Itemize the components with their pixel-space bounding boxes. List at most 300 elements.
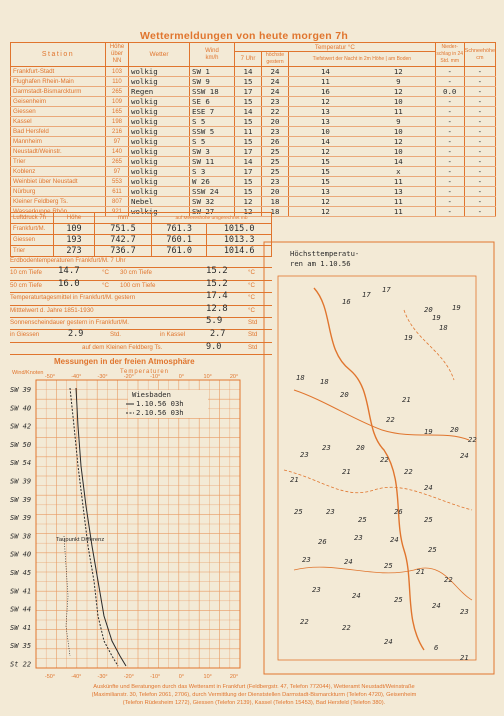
map-river-2 <box>294 390 469 440</box>
map-temp-value: 23 <box>326 507 335 516</box>
station-t2m: 13 <box>320 187 330 196</box>
weather-table <box>10 42 496 217</box>
station-wind: SE 6 <box>190 97 235 107</box>
station-nieder: - <box>435 97 464 107</box>
luftdruck-mb: 1015.0 <box>207 224 272 235</box>
station-row <box>11 97 496 107</box>
axis-tick: -30° <box>97 674 108 680</box>
station-wind: SW 1 <box>190 67 235 77</box>
chart-title: Messungen in der freien Atmosphäre <box>54 357 195 366</box>
station-tmax: 18 <box>262 197 289 207</box>
station-name: Nürburg <box>11 187 106 197</box>
station-wind: SW 3 <box>190 147 235 157</box>
wind-level-label: SW 39 <box>10 514 32 523</box>
station-wind: W 26 <box>190 177 235 187</box>
wind-level-label: SW 54 <box>10 459 32 468</box>
map-temp-value: 24 <box>390 535 399 544</box>
wind-level-label: SW 35 <box>10 642 32 651</box>
giessen-value: 2.9 <box>68 329 84 340</box>
station-t2m: 12 <box>320 197 330 206</box>
erdboden-50cm-label: 50 cm Tiefe <box>10 281 42 289</box>
luftdruck-hoehe-head: Höhe <box>54 213 95 224</box>
station-schnee: - <box>464 97 495 107</box>
station-name: Weinbiet über Neustadt <box>11 177 106 187</box>
station-weather: wolkig <box>129 127 190 137</box>
wind-level-label: SW 45 <box>10 569 32 577</box>
map-temp-value: 21 <box>416 567 425 576</box>
station-name: Koblenz <box>11 167 106 177</box>
map-temp-value: 24 <box>460 451 469 460</box>
station-wind: SSW 24 <box>190 187 235 197</box>
wind-level-label: SW 50 <box>10 440 32 449</box>
map-temp-value: 23 <box>460 607 469 616</box>
station-height: 103 <box>106 67 129 77</box>
map-temp-value: 23 <box>302 555 311 564</box>
station-t7: 15 <box>235 187 262 197</box>
giessen-label: in Giessen <box>10 331 40 339</box>
station-tboden <box>289 207 436 217</box>
map-temp-value: 20 <box>340 390 349 399</box>
col-wind: Wind km/h <box>190 43 235 67</box>
station-wind: SW 11 <box>190 157 235 167</box>
station-tboden <box>289 187 436 197</box>
luftdruck-mm-reduced: 761.0 <box>152 246 207 257</box>
col-t7: 7 Uhr <box>235 52 262 67</box>
station-row <box>11 177 496 187</box>
map-temp-value: 24 <box>344 557 353 566</box>
stat-unit: Std <box>248 318 258 326</box>
erdboden-section <box>10 256 272 355</box>
axis-tick: -50° <box>44 374 56 380</box>
station-name: Geisenheim <box>11 97 106 107</box>
station-nieder: - <box>435 127 464 137</box>
luftdruck-height: 193 <box>54 235 95 246</box>
station-weather: wolkig <box>129 67 190 77</box>
map-temp-value: 19 <box>404 333 413 342</box>
axis-tick: -40° <box>71 374 82 380</box>
station-weather: Regen <box>129 87 190 97</box>
station-schnee: - <box>464 127 495 137</box>
map-temp-value: 6 <box>434 643 439 652</box>
std-label: Std <box>248 343 258 351</box>
station-wind: SW 32 <box>190 197 235 207</box>
luftdruck-mb: 1013.3 <box>207 235 272 246</box>
luftdruck-label: Luftdruck 7h <box>11 213 54 224</box>
map-temp-value: 18 <box>296 373 305 382</box>
stat-value: 12.8 <box>206 303 228 314</box>
map-temp-value: 19 <box>452 303 461 312</box>
station-tboden: 12 <box>393 67 403 76</box>
map-temp-value: 19 <box>424 427 433 436</box>
axis-tick: 20° <box>229 374 239 380</box>
atmosphere-chart <box>8 366 244 682</box>
station-tboden: 10 <box>393 147 403 156</box>
erdboden-30cm-label: 30 cm Tiefe <box>120 269 152 277</box>
wind-level-label: SW 39 <box>10 386 32 394</box>
axis-tick: 10° <box>203 374 212 380</box>
map-temp-value: 22 <box>404 467 413 476</box>
station-tboden: x <box>396 167 401 176</box>
feldberg-label: auf dem Kleinen Feldberg Ts. <box>82 343 163 351</box>
station-height: 97 <box>106 167 129 177</box>
station-tboden: 11 <box>393 177 403 186</box>
station-t7: 15 <box>235 117 262 127</box>
axis-tick: 0° <box>178 674 185 680</box>
map-temp-value: 24 <box>432 601 441 610</box>
map-temp-value: 21 <box>342 467 351 476</box>
legend-run-2: 2.10.56 03h <box>136 408 184 417</box>
luftdruck-station: Giessen <box>11 235 54 246</box>
station-t2m: 12 <box>320 97 330 106</box>
station-wind: S 5 <box>190 117 235 127</box>
erdboden-row-1 <box>10 268 272 280</box>
unit-label: °C <box>102 281 109 289</box>
station-height: 110 <box>106 77 129 87</box>
station-t2m: 15 <box>320 157 330 166</box>
station-t7: 15 <box>235 97 262 107</box>
map-temp-value: 24 <box>424 483 433 492</box>
map-temp-value: 25 <box>294 507 303 516</box>
col-nieder: Nieder-schlag in 24 Std. mm <box>435 43 464 67</box>
wind-level-label: SW 42 <box>10 422 32 431</box>
footer-line-2: (Maximilianstr. 30, Telefon 2061, 2706), durch Vermittlung der Dienststellen Darmstadt-Bismarckturm (Telefon 4720), Geisenheim <box>91 692 417 698</box>
wind-level-label: SW 40 <box>10 404 32 413</box>
station-t7: 12 <box>235 197 262 207</box>
station-t2m: 15 <box>320 167 330 176</box>
station-row <box>11 147 496 157</box>
station-t7: 17 <box>235 87 262 97</box>
station-name: Flughafen Rhein-Main <box>11 77 106 87</box>
station-tboden: 12 <box>393 87 403 96</box>
station-name: Neustadt/Weinstr. <box>11 147 106 157</box>
axis-tick: -10° <box>150 674 161 680</box>
std-label: Std <box>248 331 258 339</box>
station-t7: 14 <box>235 67 262 77</box>
map-temp-value: 20 <box>424 305 433 314</box>
luftdruck-row <box>11 224 272 235</box>
map-temp-value: 25 <box>384 561 393 570</box>
station-t7: 17 <box>235 147 262 157</box>
col-tmax: höchste gestern <box>262 52 289 67</box>
col-wetter: Wetter <box>129 43 190 67</box>
station-nieder: - <box>435 137 464 147</box>
station-tboden <box>289 117 436 127</box>
station-tboden <box>289 177 436 187</box>
profile-solid <box>76 388 126 666</box>
luftdruck-mb-head: auf Meereshöhe umgerechnet mb <box>152 213 272 224</box>
axis-tick: -20° <box>123 674 134 680</box>
map-temp-value: 22 <box>444 575 453 584</box>
station-weather: wolkig <box>129 177 190 187</box>
station-schnee: - <box>464 107 495 117</box>
luftdruck-height: 273 <box>54 246 95 257</box>
station-row <box>11 87 496 97</box>
station-height: 611 <box>106 187 129 197</box>
station-height: 553 <box>106 177 129 187</box>
luftdruck-station: Frankfurt/M. <box>11 224 54 235</box>
station-row <box>11 127 496 137</box>
kassel-value: 2.7 <box>210 329 226 340</box>
footer-line-3: (Telefon Rüdesheim 1272), Giessen (Telefon 2139), Kassel (Telefon 15453), Bad Hersfeld (Telefon 380). <box>122 700 386 706</box>
station-tboden <box>289 77 436 87</box>
luftdruck-height: 109 <box>54 224 95 235</box>
kassel-label: in Kassel <box>160 331 186 339</box>
station-tmax: 20 <box>262 187 289 197</box>
wind-axis-label: Wind/Knoten <box>12 370 44 376</box>
station-schnee: - <box>464 197 495 207</box>
map-temp-value: 21 <box>460 653 469 662</box>
station-tboden <box>289 147 436 157</box>
erdboden-30cm-value: 15.2 <box>206 266 228 277</box>
station-height: 140 <box>106 147 129 157</box>
map-border-2 <box>284 470 472 510</box>
col-station: Station <box>11 43 106 67</box>
map-temp-value: 20 <box>356 443 365 452</box>
station-t7: 15 <box>235 77 262 87</box>
station-name: Wasserkuppe Rhön <box>11 207 106 217</box>
station-row <box>11 137 496 147</box>
station-nieder: - <box>435 197 464 207</box>
station-row <box>11 187 496 197</box>
station-tmax: 25 <box>262 167 289 177</box>
station-schnee: - <box>464 87 495 97</box>
erdboden-title-row <box>10 256 272 268</box>
axis-tick: -40° <box>71 674 82 680</box>
station-t7: 14 <box>235 157 262 167</box>
station-name: Kassel <box>11 117 106 127</box>
stat-label: Temperaturtagesmittel in Frankfurt/M. gestern <box>10 294 136 302</box>
luftdruck-station: Trier <box>11 246 54 257</box>
giessen-kassel-row <box>10 330 272 342</box>
station-t2m: 14 <box>320 137 330 146</box>
page-title: Wettermeldungen von heute morgen 7h <box>140 30 349 42</box>
station-t2m: 15 <box>320 177 330 186</box>
taupunkt-label: Taupunkt Differenz <box>56 537 105 543</box>
map-temp-value: 24 <box>384 637 393 646</box>
axis-tick: 0° <box>178 374 185 380</box>
luftdruck-row <box>11 246 272 257</box>
station-tmax: 23 <box>262 97 289 107</box>
station-tmax: 25 <box>262 157 289 167</box>
erdboden-row-2 <box>10 278 272 293</box>
luftdruck-mm-reduced: 760.1 <box>152 235 207 246</box>
station-nieder: - <box>435 157 464 167</box>
station-name: Kleiner Feldberg Ts. <box>11 197 106 207</box>
station-weather: wolkig <box>129 167 190 177</box>
map-temp-value: 24 <box>352 591 361 600</box>
map-temp-value: 17 <box>362 290 371 299</box>
map-temp-value: 23 <box>300 450 309 459</box>
wind-level-label: SW 39 <box>10 477 32 486</box>
station-row <box>11 167 496 177</box>
map-temp-value: 23 <box>354 533 363 542</box>
station-height: 165 <box>106 107 129 117</box>
station-t7: 17 <box>235 167 262 177</box>
wind-level-label: SW 41 <box>10 587 32 596</box>
map-title-line-2: ren am 1.10.56 <box>290 259 351 268</box>
station-tmax: 24 <box>262 67 289 77</box>
station-tboden <box>289 107 436 117</box>
map-temp-value: 23 <box>312 585 321 594</box>
station-schnee: - <box>464 147 495 157</box>
station-schnee: - <box>464 167 495 177</box>
map-temp-value: 23 <box>322 443 331 452</box>
station-nieder: 0.0 <box>435 87 464 97</box>
profile-dashed <box>70 388 118 666</box>
map-temp-value: 19 <box>432 313 441 322</box>
map-temp-value: 21 <box>290 475 299 484</box>
temperature-map <box>254 240 498 678</box>
luftdruck-row <box>11 235 272 246</box>
station-tmax: 23 <box>262 177 289 187</box>
station-nieder: - <box>435 207 464 217</box>
footer <box>16 683 492 707</box>
station-weather: wolkig <box>129 117 190 127</box>
station-t2m: 13 <box>320 117 330 126</box>
station-wind: ESE 7 <box>190 107 235 117</box>
station-schnee: - <box>464 67 495 77</box>
map-temp-value: 22 <box>380 455 389 464</box>
map-temp-value: 22 <box>468 435 477 444</box>
station-tboden <box>289 87 436 97</box>
col-hoehe: Höhe über NN <box>106 43 129 67</box>
map-temp-value: 25 <box>424 515 433 524</box>
station-row <box>11 77 496 87</box>
station-height: 807 <box>106 197 129 207</box>
erdboden-50cm-value: 16.0 <box>58 278 80 289</box>
station-height: 921 <box>106 207 129 217</box>
station-wind: S 5 <box>190 137 235 147</box>
station-nieder: - <box>435 67 464 77</box>
legend-wiesbaden: Wiesbaden <box>132 390 171 399</box>
station-nieder: - <box>435 187 464 197</box>
station-row <box>11 157 496 167</box>
luftdruck-table <box>10 212 272 257</box>
station-tmax: 26 <box>262 137 289 147</box>
luftdruck-mm-head: mm <box>95 213 152 224</box>
erdboden-title: Erdbodentemperaturen Frankfurt/M. 7 Uhr <box>10 257 126 264</box>
station-t2m: 10 <box>320 127 330 136</box>
station-t2m: 12 <box>320 147 330 156</box>
station-height: 97 <box>106 137 129 147</box>
luftdruck-mm: 736.7 <box>95 246 152 257</box>
map-title-line-1: Höchsttemperatu- <box>290 249 360 258</box>
station-t2m: 16 <box>320 87 330 96</box>
station-wind: SSW 18 <box>190 87 235 97</box>
station-name: Mannheim <box>11 137 106 147</box>
axis-tick: -10° <box>150 374 161 380</box>
map-temp-value: 25 <box>358 515 367 524</box>
std-label: Std. <box>110 331 122 339</box>
stat-row <box>10 303 272 318</box>
feldberg-value: 9.0 <box>206 341 222 352</box>
unit-label: °C <box>102 269 109 277</box>
col-schnee: Schneehöhe cm <box>464 43 495 67</box>
station-tmax: 18 <box>262 207 289 217</box>
axis-tick: -20° <box>123 374 134 380</box>
station-tboden <box>289 137 436 147</box>
station-t7: 15 <box>235 137 262 147</box>
station-tboden <box>289 67 436 77</box>
station-row <box>11 67 496 77</box>
station-weather: wolkig <box>129 97 190 107</box>
station-name: Giessen <box>11 107 106 117</box>
station-wind: SSW 5 <box>190 127 235 137</box>
station-tboden <box>289 197 436 207</box>
station-weather: wolkig <box>129 107 190 117</box>
station-t2m: 12 <box>320 207 330 216</box>
station-weather: wolkig <box>129 187 190 197</box>
axis-tick: 10° <box>203 674 212 680</box>
map-frame-inner <box>278 276 476 660</box>
stat-label: Mitttelwert d. Jahre 1851-1930 <box>10 306 94 314</box>
station-tboden: 11 <box>393 207 403 216</box>
station-height: 109 <box>106 97 129 107</box>
map-temp-value: 22 <box>300 617 309 626</box>
unit-label: °C <box>248 281 255 289</box>
wind-level-label: SW 41 <box>10 623 32 632</box>
map-temp-value: 18 <box>320 377 329 386</box>
station-weather: wolkig <box>129 137 190 147</box>
station-t2m: 13 <box>320 107 330 116</box>
station-height: 265 <box>106 87 129 97</box>
station-tboden: 12 <box>393 137 403 146</box>
station-weather: wolkig <box>129 147 190 157</box>
luftdruck-mm: 751.5 <box>95 224 152 235</box>
wind-level-label: St 22 <box>10 660 32 669</box>
feldberg-row <box>10 343 272 355</box>
erdboden-100cm-label: 100 cm Tiefe <box>120 281 156 289</box>
erdboden-10cm-label: 10 cm Tiefe <box>10 269 42 277</box>
station-tboden <box>289 97 436 107</box>
station-row <box>11 197 496 207</box>
luftdruck-mm: 742.7 <box>95 235 152 246</box>
wind-level-label: SW 40 <box>10 550 32 559</box>
station-t7: 15 <box>235 177 262 187</box>
station-wind: S 3 <box>190 167 235 177</box>
stat-row <box>10 293 272 305</box>
station-name: Bad Hersfeld <box>11 127 106 137</box>
station-tmax: 23 <box>262 127 289 137</box>
station-tmax: 25 <box>262 147 289 157</box>
axis-tick: 20° <box>229 674 239 680</box>
wind-level-label: SW 44 <box>10 605 32 614</box>
dewpoint-line <box>64 536 70 656</box>
footer-line-1: Auskünfte und Beratungen durch das Wetteramt in Frankfurt (Feldbergstr. 47, Telefon 772044), Wetteramt Neustadt/Weinstraße <box>93 684 415 690</box>
station-tboden: 14 <box>393 157 403 166</box>
col-temp-group: Temperatur °C <box>235 43 436 52</box>
wind-level-label: SW 38 <box>10 532 32 541</box>
station-tmax: 22 <box>262 107 289 117</box>
station-schnee: - <box>464 137 495 147</box>
stat-unit: °C <box>248 306 255 314</box>
station-nieder: - <box>435 167 464 177</box>
station-wind: SW 9 <box>190 77 235 87</box>
wind-level-label: SW 39 <box>10 495 32 504</box>
luftdruck-mb: 1014.6 <box>207 246 272 257</box>
unit-label: °C <box>248 269 255 277</box>
map-temp-value: 25 <box>428 545 437 554</box>
station-wind: SW 27 <box>190 207 235 217</box>
station-weather: wolkig <box>129 157 190 167</box>
axis-tick: -30° <box>97 374 108 380</box>
map-temp-value: 17 <box>382 285 391 294</box>
luftdruck-mm-reduced: 761.3 <box>152 224 207 235</box>
station-t2m: 11 <box>320 77 330 86</box>
station-tmax: 24 <box>262 87 289 97</box>
station-t2m: 14 <box>320 67 330 76</box>
station-t7: 14 <box>235 107 262 117</box>
